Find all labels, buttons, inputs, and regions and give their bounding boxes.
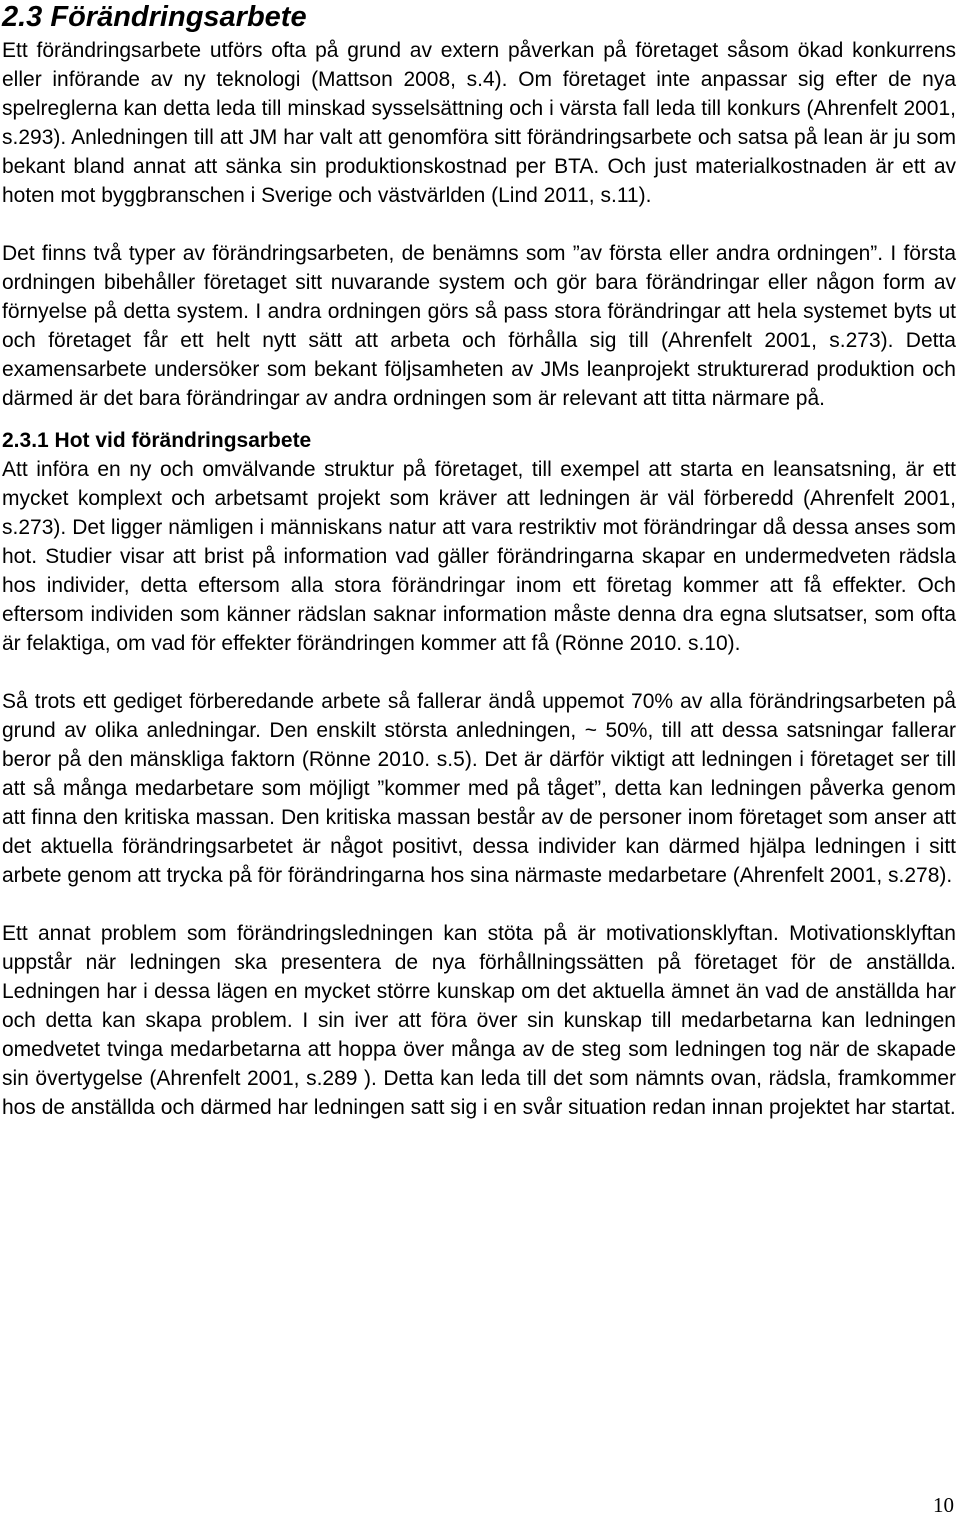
paragraph-threats: Att införa en ny och omvälvande struktur på företaget, till exempel att starta en leansatsning, är ett mycket komplext och arbetsamt projekt som kräver att ledningen är väl förberedd (Ahrenfelt 2001, s.273). Det ligger nämligen i människans natur att vara restriktiv mot förändringar då dessa anses som hot. Studier visar att brist på information vad gäller förändringarna skapar en undermedveten rädsla hos individer, detta eftersom alla stora förändringar inom ett företag kommer att få effekter. Och eftersom individen som känner rädslan saknar information måste denna dra egna slutsatser, som ofta är felaktiga, om vad för effekter förändringen kommer att få (Rönne 2010. s.10). xyxy=(2,458,956,655)
paragraph-failure-rate: Så trots ett gediget förberedande arbete så fallerar ändå uppemot 70% av alla förändringsarbeten på grund av olika anledningar. Den enskilt största anledningen, ~ 50%, till att dessa satsningar fallerar beror på den mänskliga faktorn (Rönne 2010. s.5). Det är därför viktigt att ledningen i företaget ser till att så många medarbetare som möjligt ”kommer med på tåget”, detta kan ledningen påverka genom att finna den kritiska massan. Den kritiska massan består av de personer inom företaget som anser att det aktuella förändringsarbetet är något positivt, dessa individer kan därmed hjälpa ledningen i sitt arbete genom att trycka på för förändringarna hos sina närmaste medarbetare (Ahrenfelt 2001, s.278). xyxy=(2,690,956,887)
paragraph-motivation-gap: Ett annat problem som förändringsledningen kan stöta på är motivationsklyftan. Motivationsklyftan uppstår när ledningen ska presentera de nya förhållningssätten på företaget för de anställda. Ledningen har i dessa lägen en mycket större kunskap om det aktuella ämnet än vad de anställda har och detta kan skapa problem. I sin iver att föra över sin kunskap till medarbetarna kan ledningen omedvetet tvinga medarbetarna att hoppa över många av de steg som ledningen tog när de skapade sin övertygelse (Ahrenfelt 2001, s.289 ). Detta kan leda till det som nämnts ovan, rädsla, framkommer hos de anställda och därmed har ledningen satt sig i en svår situation redan innan projektet har startat. xyxy=(2,922,956,1119)
paragraph-order-types: Det finns två typer av förändringsarbeten, de benämns som ”av första eller andra ordningen”. I första ordningen bibehåller företaget sitt nuvarande system och gör bara förändringar eller någon form av förnyelse på detta system. I andra ordningen görs så pass stora förändringar att hela systemet byts ut och företaget får ett helt nytt sätt att arbeta och förhålla sig till (Ahrenfelt 2001, s.273). Detta examensarbete undersöker som bekant följsamheten av JMs leanprojekt strukturerad produktion och därmed är det bara förändringar av andra ordningen som är relevant att titta närmare på. xyxy=(2,242,956,410)
paragraph-gap xyxy=(2,413,956,426)
document-content xyxy=(2,0,956,1122)
paragraph-gap xyxy=(2,658,956,687)
section-title: 2.3 Förändringsarbete xyxy=(2,1,307,33)
page-number: 10 xyxy=(933,1493,954,1517)
paragraph-gap xyxy=(2,890,956,919)
paragraph-intro: Ett förändringsarbete utförs ofta på grund av extern påverkan på företaget såsom ökad konkurrens eller införande av ny teknologi (Mattson 2008, s.4). Om företaget inte anpassar sig efter de nya spelreglerna kan detta leda till minskad sysselsättning och i värsta fall leda till konkurs (Ahrenfelt 2001, s.293). Anledningen till att JM har valt att genomföra sitt förändringsarbete och satsa på lean är ju som bekant bland annat att sänka sin produktionskostnad per BTA. Och just materialkostnaden är ett av hoten mot byggbranschen i Sverige och västvärlden (Lind 2011, s.11). xyxy=(2,39,956,207)
subsection-title: 2.3.1 Hot vid förändringsarbete xyxy=(2,429,312,452)
paragraph-gap xyxy=(2,210,956,239)
